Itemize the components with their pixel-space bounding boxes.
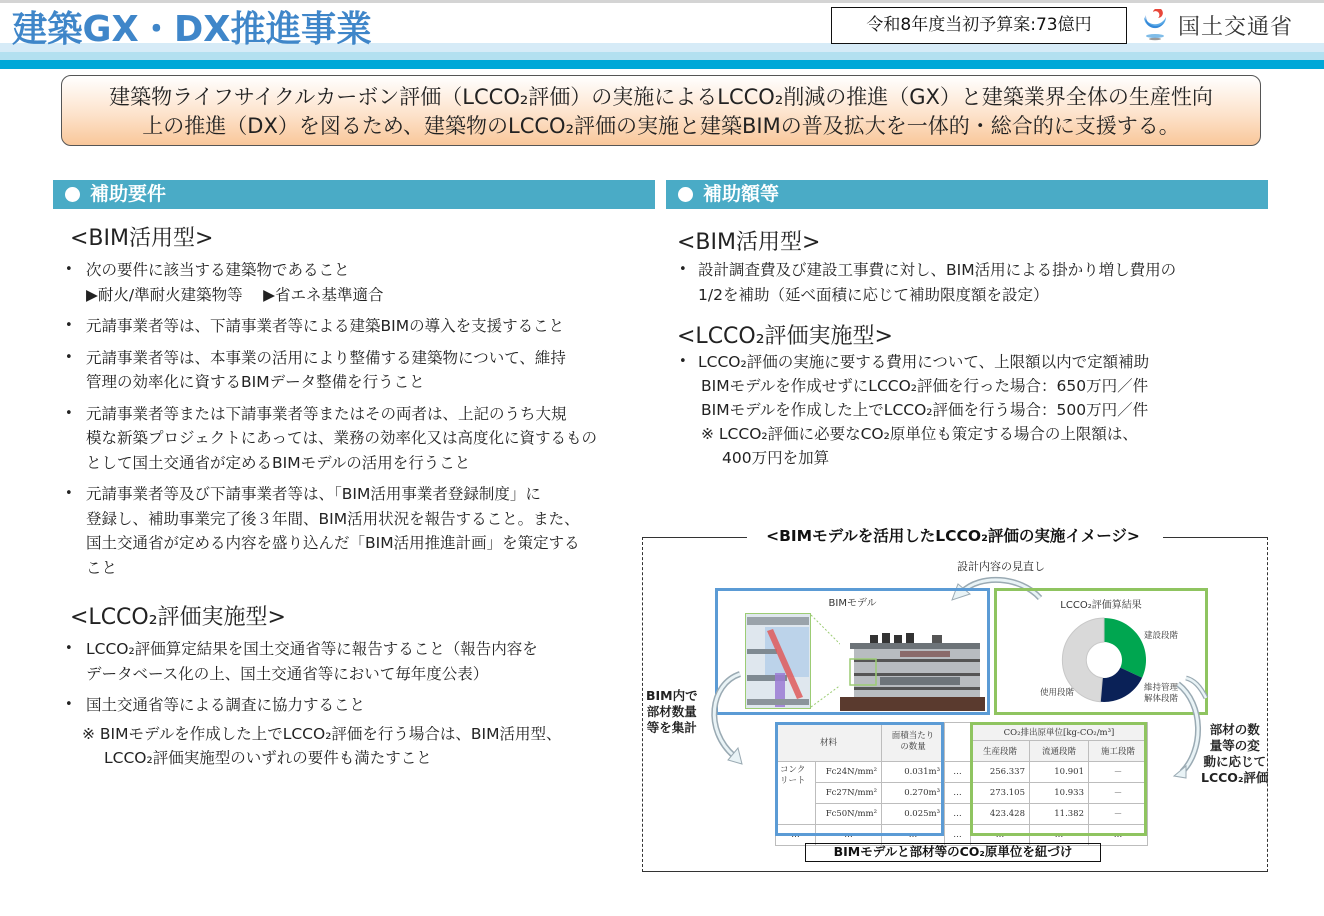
label-line: 動に応じて bbox=[1203, 754, 1266, 769]
page-title: 建築GX・DX推進事業 bbox=[12, 9, 372, 50]
aggregate-label bbox=[646, 688, 698, 736]
item-text: 管理の効率化に資するBIMデータ整備を行うこと bbox=[86, 373, 425, 391]
list-item bbox=[62, 482, 642, 580]
ellipsis-cell: … bbox=[882, 825, 945, 846]
bim-building-image bbox=[840, 629, 985, 711]
section-title: 補助額等 bbox=[703, 183, 780, 205]
item-text: 国土交通省が定める内容を盛り込んだ「BIM活用推進計画」を策定する bbox=[86, 534, 580, 552]
bim-model-label: BIMモデル bbox=[828, 598, 877, 609]
requirements-lcco-list bbox=[62, 637, 642, 778]
subheading-bim: <BIM活用型> bbox=[70, 226, 214, 251]
donut-label-use: 使用段階 bbox=[1040, 688, 1075, 698]
top-rule bbox=[0, 0, 1324, 3]
item-text: • 元請事業者等は、下請事業者等による建築BIMの導入を支援すること bbox=[86, 317, 565, 335]
item-text: • 国土交通省等による調査に協力すること bbox=[86, 696, 366, 714]
item-text: 1/2を補助（延べ面積に応じて補助限度額を設定） bbox=[698, 285, 1049, 304]
label-line: 部材の数 bbox=[1209, 722, 1260, 737]
header-quantity bbox=[882, 723, 945, 762]
dist-cell: 10.933 bbox=[1030, 783, 1089, 804]
header-stage: 流通段階 bbox=[1030, 741, 1089, 762]
ellipsis-cell: … bbox=[1030, 825, 1089, 846]
budget-badge: 令和8年度当初予算案:73億円 bbox=[831, 7, 1127, 44]
label-line: BIM内で bbox=[646, 688, 698, 703]
ellipsis-cell: … bbox=[776, 825, 816, 846]
cons-cell: － bbox=[1089, 762, 1148, 783]
amounts-bim-list bbox=[676, 258, 1256, 307]
mlit-logo-icon bbox=[1140, 9, 1170, 41]
list-item bbox=[62, 637, 642, 686]
requirements-bim-list bbox=[62, 258, 642, 587]
lcco-result-label: LCCO₂評価算結果 bbox=[1060, 600, 1142, 611]
prod-cell: 423.428 bbox=[971, 804, 1030, 825]
section-header-amounts bbox=[666, 180, 1268, 209]
table-row bbox=[776, 783, 1148, 804]
header-text: 面積当たり bbox=[891, 731, 935, 741]
category-text: コンク bbox=[780, 765, 806, 775]
bullet-circle-icon bbox=[65, 187, 80, 202]
qty-cell: 0.031m³ bbox=[882, 762, 945, 783]
qty-cell: 0.025m³ bbox=[882, 804, 945, 825]
link-label: BIMモデルと部材等のCO₂原単位を紐づけ bbox=[805, 843, 1101, 862]
ellipsis-cell: … bbox=[945, 783, 971, 804]
spec-cell: Fc27N/mm² bbox=[816, 783, 882, 804]
ellipsis-cell: … bbox=[816, 825, 882, 846]
dist-cell: 10.901 bbox=[1030, 762, 1089, 783]
spec-cell: Fc24N/mm² bbox=[816, 762, 882, 783]
header-band bbox=[0, 60, 1324, 69]
summary-line: 上の推進（DX）を図るため、建築物のLCCO₂評価の実施と建築BIMの普及拡大を一体的・総合的に支援する。 bbox=[142, 114, 1180, 138]
review-label: 設計内容の見直し bbox=[957, 560, 1045, 573]
item-text: こと bbox=[86, 558, 118, 577]
list-item bbox=[62, 402, 642, 476]
dist-cell: 11.382 bbox=[1030, 804, 1089, 825]
item-text: として国土交通省が定めるBIMモデルの活用を行うこと bbox=[86, 453, 471, 472]
cons-cell: － bbox=[1089, 783, 1148, 804]
bim-model-panel bbox=[715, 588, 990, 715]
label-line: 等を集計 bbox=[646, 720, 697, 735]
donut-label-construction: 建設段階 bbox=[1144, 631, 1179, 641]
prod-cell: 256.337 bbox=[971, 762, 1030, 783]
diagram-frame-top bbox=[642, 537, 747, 538]
note-text: 400万円を加算 bbox=[722, 449, 830, 467]
header-stage: 施工段階 bbox=[1089, 741, 1148, 762]
ellipsis-cell: … bbox=[945, 762, 971, 783]
case-text: BIMモデルを作成せずにLCCO₂評価を行った場合：650万円／件 bbox=[701, 377, 1149, 395]
label-line: 量等の変 bbox=[1209, 738, 1260, 753]
subheading-bim: <BIM活用型> bbox=[677, 230, 821, 255]
category-text: リート bbox=[780, 776, 806, 786]
ellipsis-cell: … bbox=[1089, 825, 1148, 846]
variation-label bbox=[1201, 722, 1268, 786]
list-item bbox=[62, 693, 642, 718]
diagram-title: <BIMモデルを活用したLCCO₂評価の実施イメージ> bbox=[752, 524, 1154, 546]
amounts-lcco-list bbox=[676, 350, 1256, 470]
ellipsis-cell: … bbox=[945, 804, 971, 825]
qty-cell: 0.270m³ bbox=[882, 783, 945, 804]
category-cell bbox=[776, 762, 816, 825]
bullet-circle-icon bbox=[678, 187, 693, 202]
donut-label-maintenance: 維持管理・ bbox=[1144, 683, 1187, 693]
item-text: • 元請事業者等または下請事業者等またはその両者は、上記のうち大規 bbox=[86, 404, 567, 423]
header-material: 材料 bbox=[776, 723, 882, 762]
list-item bbox=[62, 314, 642, 339]
curved-arrow-icon bbox=[700, 670, 750, 770]
label-line: LCCO₂評価 bbox=[1201, 770, 1269, 785]
bim-closeup-image bbox=[745, 613, 811, 709]
item-text: ▶耐火/準耐火建築物等 ▶省エネ基準適合 bbox=[86, 285, 384, 304]
item-text: • LCCO₂評価算定結果を国土交通省等に報告すること（報告内容を bbox=[86, 640, 538, 658]
item-text: 登録し、補助事業完了後３年間、BIM活用状況を報告すること。また、 bbox=[86, 509, 580, 528]
label-line: 部材数量 bbox=[646, 704, 697, 719]
item-text: • 元請事業者等は、本事業の活用により整備する建築物について、維持 bbox=[86, 348, 566, 367]
section-title: 補助要件 bbox=[90, 183, 167, 205]
item-text: • 設計調査費及び建設工事費に対し、BIM活用による掛かり増し費用の bbox=[698, 261, 1177, 279]
note-item bbox=[62, 722, 642, 771]
summary-banner bbox=[61, 75, 1261, 146]
material-table bbox=[775, 722, 1148, 846]
donut-label-maintenance: 解体段階 bbox=[1144, 694, 1179, 704]
item-text: 模な新築プロジェクトにあっては、業務の効率化又は高度化に資するもの bbox=[86, 429, 598, 447]
prod-cell: 273.105 bbox=[971, 783, 1030, 804]
diagram-frame-top bbox=[1163, 537, 1268, 538]
note-text: ※ LCCO₂評価に必要なCO₂原単位も策定する場合の上限額は、 bbox=[701, 425, 1138, 443]
list-item bbox=[676, 350, 1256, 470]
list-item bbox=[62, 346, 642, 395]
header-co2: CO₂排出原単位[kg-CO₂/m³] bbox=[971, 723, 1148, 741]
subheading-lcco: <LCCO₂評価実施型> bbox=[70, 605, 286, 630]
subheading-lcco: <LCCO₂評価実施型> bbox=[677, 324, 893, 349]
summary-line: 建築物ライフサイクルカーボン評価（LCCO₂評価）の実施によるLCCO₂削減の推進（GX）と建築業界全体の生産性向 bbox=[109, 85, 1213, 109]
item-text: • 次の要件に該当する建築物であること bbox=[86, 261, 350, 279]
note-text: LCCO₂評価実施型のいずれの要件も満たすこと bbox=[104, 749, 432, 767]
spec-cell: Fc50N/mm² bbox=[816, 804, 882, 825]
curved-arrow-icon bbox=[1180, 670, 1210, 700]
ellipsis-cell: … bbox=[945, 825, 971, 846]
ministry-name: 国土交通省 bbox=[1178, 14, 1294, 40]
ministry-logo-block bbox=[1140, 6, 1293, 44]
note-text: ※ BIMモデルを作成した上でLCCO₂評価を行う場合は、BIM活用型、 bbox=[82, 724, 562, 743]
case-text: BIMモデルを作成した上でLCCO₂評価を行う場合：500万円／件 bbox=[701, 401, 1149, 419]
list-item bbox=[62, 258, 642, 307]
header-stage: 生産段階 bbox=[971, 741, 1030, 762]
item-text: データベース化の上、国土交通省等において毎年度公表） bbox=[86, 664, 489, 683]
item-text: • 元請事業者等及び下請事業者等は、「BIM活用事業者登録制度」に bbox=[86, 485, 541, 503]
ellipsis-cell: … bbox=[971, 825, 1030, 846]
header-spacer bbox=[945, 723, 971, 762]
item-text: • LCCO₂評価の実施に要する費用について、上限額以内で定額補助 bbox=[698, 353, 1150, 371]
table-row bbox=[776, 804, 1148, 825]
list-item bbox=[676, 258, 1256, 307]
table-row bbox=[776, 762, 1148, 783]
cons-cell: － bbox=[1089, 804, 1148, 825]
header-text: の数量 bbox=[900, 742, 926, 752]
section-header-requirements bbox=[53, 180, 655, 209]
